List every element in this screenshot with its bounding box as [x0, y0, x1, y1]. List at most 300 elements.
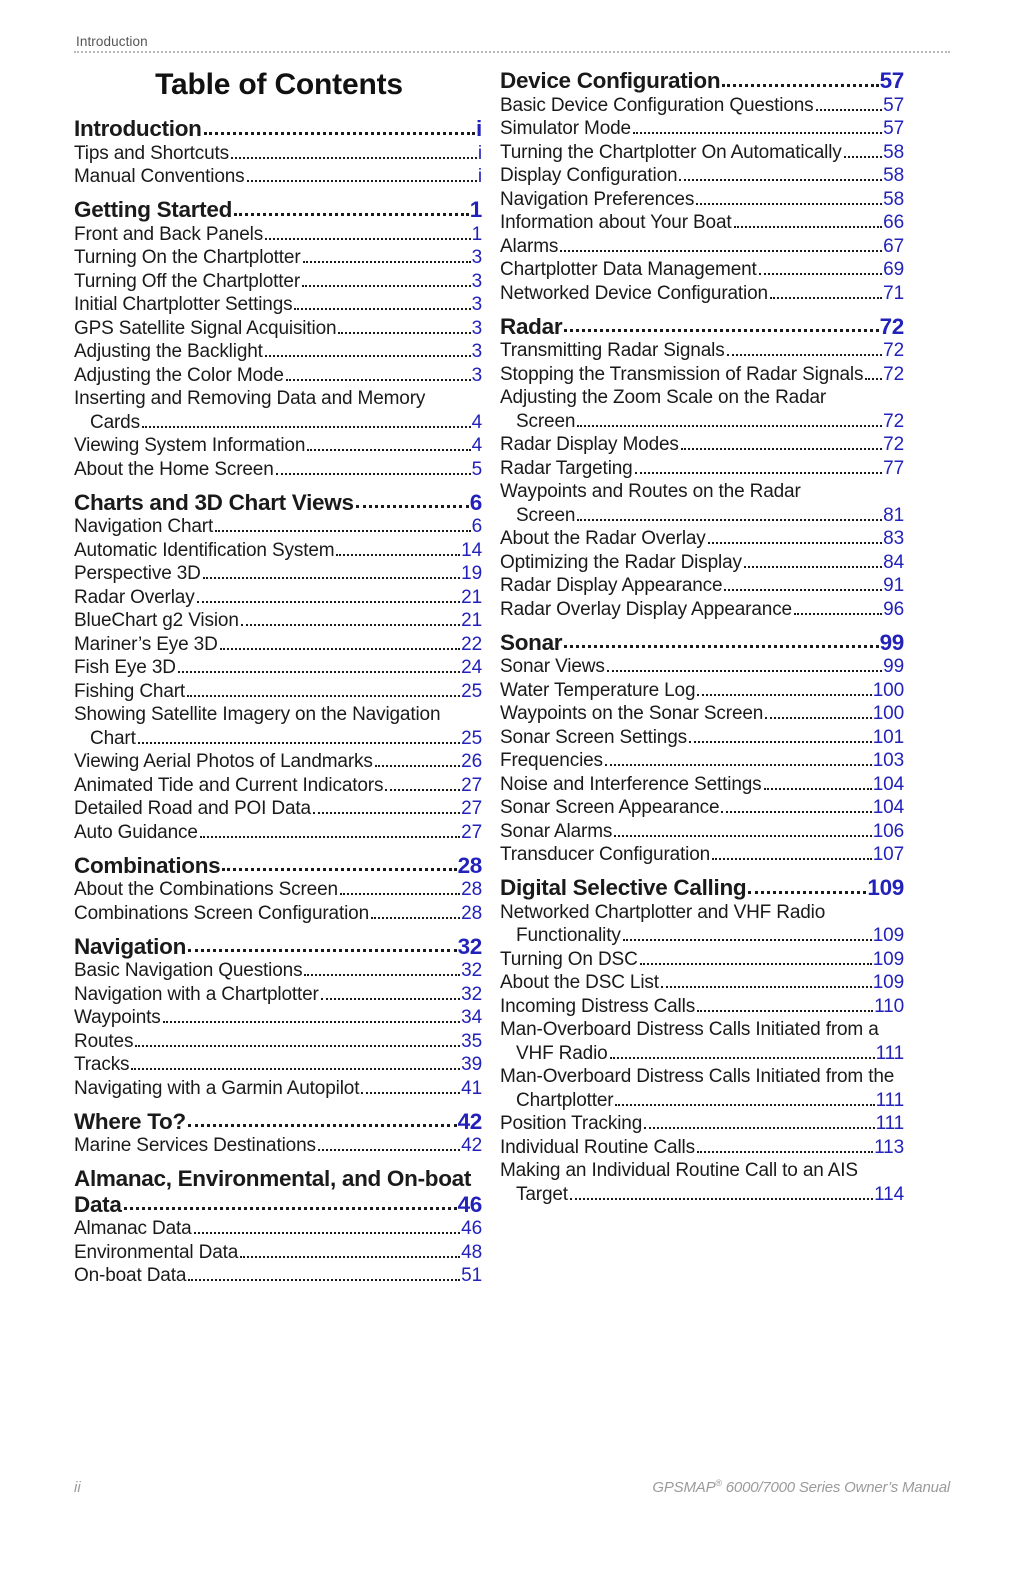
- toc-page-number: 6: [469, 489, 482, 515]
- toc-entry-routes[interactable]: [74, 1032, 482, 1051]
- leader-dots: [142, 426, 471, 428]
- toc-entry-label: Transducer Configuration: [500, 844, 711, 865]
- running-header: [74, 34, 950, 53]
- leader-dots: [564, 329, 878, 332]
- toc-entry-label: Auto Guidance: [74, 821, 198, 843]
- toc-entry-inserting-and-removing-data-and-memory[interactable]: [74, 389, 482, 432]
- leader-dots: [577, 519, 882, 521]
- toc-entry-waypoints[interactable]: [74, 1008, 482, 1027]
- toc-page-number: 67: [883, 235, 904, 257]
- leader-dots: [679, 179, 882, 181]
- toc-page-number: 3: [471, 270, 482, 292]
- toc-page-number: 109: [872, 972, 904, 993]
- toc-page-number: 111: [875, 1042, 904, 1064]
- leader-dots: [203, 577, 460, 579]
- leader-dots: [178, 671, 460, 673]
- toc-entry-manual-conventions[interactable]: [74, 167, 482, 186]
- toc-entry-line2: [500, 926, 904, 945]
- toc-page-number: 26: [461, 751, 482, 772]
- manual-title-footer: [652, 1478, 950, 1496]
- toc-entry-sonar[interactable]: [500, 629, 904, 655]
- toc-entry-gps-satellite-signal-acquisition[interactable]: [74, 319, 482, 338]
- toc-entry-transducer-configuration[interactable]: [500, 845, 904, 864]
- toc-page-number: 46: [457, 1191, 482, 1217]
- toc-page-number: 57: [883, 118, 904, 139]
- toc-entry-bluechart-g2-vision[interactable]: [74, 611, 482, 630]
- leader-dots: [265, 355, 471, 357]
- toc-entry-label: Radar Display Modes: [500, 434, 679, 455]
- toc-entry-label: Turning the Chartplotter On Automatically: [500, 141, 842, 163]
- toc-entry-label-line2: Chartplotter: [516, 1089, 614, 1111]
- leader-dots: [681, 448, 882, 450]
- toc-entry-radar[interactable]: [500, 313, 904, 339]
- leader-dots: [200, 836, 460, 838]
- leader-dots: [644, 1127, 874, 1129]
- toc-entry-label: Radar Overlay: [74, 586, 195, 608]
- toc-entry-chartplotter-data-management[interactable]: [500, 260, 904, 279]
- toc-page-number: 103: [872, 750, 904, 771]
- manual-title-prefix: GPSMAP: [652, 1479, 716, 1496]
- toc-page-number: 101: [872, 726, 904, 748]
- toc-entry-navigation-chart[interactable]: [74, 517, 482, 536]
- toc-entry-information-about-your-boat[interactable]: [500, 213, 904, 232]
- toc-entry-label: Navigation Chart: [74, 516, 214, 537]
- toc-page-number: 99: [879, 629, 904, 655]
- toc-entry-label: Navigation: [74, 933, 187, 959]
- toc-entry-label: Marine Services Destinations: [74, 1135, 316, 1156]
- leader-dots: [375, 765, 460, 767]
- toc-entry-sonar-screen-appearance[interactable]: [500, 798, 904, 817]
- toc-entry-label: BlueChart g2 Vision: [74, 610, 239, 631]
- toc-entry-getting-started[interactable]: [74, 199, 482, 222]
- toc-entry-label: Navigating with a Garmin Autopilot: [74, 1077, 360, 1099]
- toc-entry-radar-overlay[interactable]: [74, 588, 482, 607]
- toc-entry-auto-guidance[interactable]: [74, 823, 482, 842]
- toc-entry-where-to[interactable]: [74, 1108, 482, 1134]
- toc-page-number: 28: [461, 879, 482, 900]
- toc-entry-fishing-chart[interactable]: [74, 682, 482, 701]
- toc-entry-alarms[interactable]: [500, 237, 904, 256]
- leader-dots: [371, 917, 460, 919]
- toc-entry-label: Position Tracking: [500, 1113, 643, 1134]
- leader-dots: [303, 261, 471, 263]
- toc-entry-label: Where To?: [74, 1108, 186, 1134]
- leader-dots: [607, 670, 882, 672]
- toc-page-number: 109: [872, 948, 904, 970]
- leader-dots: [204, 132, 475, 135]
- toc-entry-navigation[interactable]: [74, 933, 482, 959]
- toc-entry-label: Mariner’s Eye 3D: [74, 633, 218, 655]
- toc-entry-making-an-individual-routine-call-to-an-ais[interactable]: [500, 1161, 904, 1204]
- toc-entry-label-line2: Screen: [516, 504, 576, 526]
- toc-entry-incoming-distress-calls[interactable]: [500, 997, 904, 1016]
- toc-entry-about-the-combinations-screen[interactable]: [74, 880, 482, 899]
- toc-entry-line2: [500, 506, 904, 525]
- toc-entry-transmitting-radar-signals[interactable]: [500, 341, 904, 360]
- leader-dots: [220, 648, 460, 650]
- toc-page-number: 109: [872, 925, 904, 946]
- leader-dots: [188, 949, 457, 952]
- toc-entry-networked-chartplotter-and-vhf-radio[interactable]: [500, 903, 904, 946]
- leader-dots: [338, 332, 470, 334]
- toc-page-number: 72: [883, 340, 904, 361]
- toc-page-number: 99: [883, 656, 904, 677]
- toc-entry-label: Perspective 3D: [74, 563, 201, 584]
- leader-dots: [697, 1010, 873, 1012]
- toc-page-number: i: [477, 166, 482, 187]
- toc-page-number: 72: [883, 363, 904, 385]
- toc-entry-optimizing-the-radar-display[interactable]: [500, 553, 904, 572]
- toc-entry-networked-device-configuration[interactable]: [500, 284, 904, 303]
- toc-page-number: 1: [471, 223, 482, 245]
- toc-entry-automatic-identification-system[interactable]: [74, 541, 482, 560]
- toc-entry-label: Fish Eye 3D: [74, 657, 176, 678]
- toc-page-number: 72: [879, 313, 904, 339]
- toc-page-number: i: [476, 116, 482, 141]
- toc-page-number: 34: [461, 1007, 482, 1028]
- toc-page-number: 4: [471, 435, 482, 456]
- toc-entry-label-line2: Cards: [90, 411, 140, 433]
- toc-entry-line2: [74, 1191, 482, 1217]
- leader-dots: [194, 1232, 461, 1234]
- leader-dots: [865, 378, 882, 380]
- toc-page-number: 14: [461, 539, 482, 561]
- toc-page-number: 32: [461, 983, 482, 1005]
- toc-entry-combinations-screen-configuration[interactable]: [74, 904, 482, 923]
- toc-entry-tips-and-shortcuts[interactable]: [74, 144, 482, 163]
- leader-dots: [318, 1149, 460, 1151]
- toc-page-number: 58: [883, 165, 904, 186]
- toc-entry-label-line2: Target: [516, 1183, 568, 1205]
- toc-entry-introduction[interactable]: [74, 118, 482, 141]
- leader-dots: [265, 238, 471, 240]
- toc-entry-label: Networked Device Configuration: [500, 282, 768, 304]
- toc-page-number: 69: [883, 259, 904, 280]
- toc-page-number: 21: [461, 610, 482, 631]
- toc-entry-turning-on-the-chartplotter[interactable]: [74, 248, 482, 267]
- leader-dots: [712, 858, 872, 860]
- leader-dots: [727, 354, 883, 356]
- toc-page-number: 111: [875, 1089, 904, 1111]
- leader-dots: [240, 1256, 460, 1258]
- toc-page-number: 114: [874, 1183, 904, 1205]
- leader-dots: [197, 601, 461, 603]
- toc-page-number: 100: [872, 679, 904, 701]
- toc-entry-label: Waypoints on the Sonar Screen: [500, 703, 764, 724]
- toc-entry-label: Basic Device Configuration Questions: [500, 94, 814, 116]
- toc-entry-viewing-aerial-photos-of-landmarks[interactable]: [74, 752, 482, 771]
- toc-entry-man-overboard-distress-calls-initiated-from-the[interactable]: [500, 1067, 904, 1110]
- toc-entry-label: On-boat Data: [74, 1265, 187, 1286]
- toc-entry-label-line1: Inserting and Removing Data and Memory: [74, 388, 426, 409]
- toc-entry-marine-services-destinations[interactable]: [74, 1136, 482, 1155]
- toc-entry-stopping-the-transmission-of-radar-signals[interactable]: [500, 365, 904, 384]
- toc-entry-label: Sonar Screen Settings: [500, 726, 687, 748]
- toc-entry-line2: [500, 1044, 904, 1063]
- toc-page-number: 111: [875, 1113, 904, 1134]
- toc-entry-label: Device Configuration: [500, 68, 721, 93]
- leader-dots: [564, 645, 878, 648]
- leader-dots: [816, 109, 883, 111]
- toc-entry-adjusting-the-zoom-scale-on-the-radar[interactable]: [500, 388, 904, 431]
- toc-entry-basic-device-configuration-questions[interactable]: [500, 96, 904, 115]
- toc-entry-viewing-system-information[interactable]: [74, 436, 482, 455]
- toc-entry-label: Simulator Mode: [500, 118, 631, 139]
- leader-dots: [722, 84, 878, 87]
- leader-dots: [321, 998, 460, 1000]
- toc-entry-about-the-home-screen[interactable]: [74, 460, 482, 479]
- leader-dots: [577, 425, 882, 427]
- registered-trademark-icon: ®: [715, 1478, 722, 1488]
- leader-dots: [131, 1068, 460, 1070]
- toc-page-number: 28: [457, 852, 482, 878]
- toc-entry-label: Getting Started: [74, 197, 233, 222]
- leader-dots: [188, 1279, 460, 1281]
- leader-dots: [138, 742, 460, 744]
- toc-entry-label: About the Radar Overlay: [500, 528, 706, 549]
- toc-entry-tracks[interactable]: [74, 1055, 482, 1074]
- toc-entry-radar-display-modes[interactable]: [500, 435, 904, 454]
- leader-dots: [610, 1057, 875, 1059]
- toc-page-number: 57: [879, 68, 904, 93]
- toc-entry-label: Sonar Screen Appearance: [500, 797, 720, 818]
- toc-entry-label: Turning Off the Chartplotter: [74, 270, 301, 292]
- toc-entry-label: Transmitting Radar Signals: [500, 340, 725, 361]
- toc-entry-label-line1: Almanac, Environmental, and On-boat: [74, 1166, 472, 1191]
- toc-entry-about-the-dsc-list[interactable]: [500, 973, 904, 992]
- leader-dots: [734, 226, 883, 228]
- leader-dots: [124, 1207, 457, 1210]
- toc-page-number: 3: [471, 294, 482, 315]
- toc-entry-adjusting-the-backlight[interactable]: [74, 342, 482, 361]
- toc-entry-label: Combinations: [74, 852, 221, 878]
- leader-dots: [794, 613, 882, 615]
- toc-page-number: 19: [461, 563, 482, 584]
- toc-entry-simulator-mode[interactable]: [500, 119, 904, 138]
- toc-entry-label: Initial Chartplotter Settings: [74, 294, 293, 315]
- toc-page-number: 96: [883, 598, 904, 620]
- leader-dots: [633, 132, 882, 134]
- toc-page-number: 27: [461, 821, 482, 843]
- toc-page-number: 104: [872, 773, 904, 795]
- toc-entry-charts-and-3d-chart-views[interactable]: [74, 489, 482, 515]
- toc-entry-device-configuration[interactable]: [500, 70, 904, 93]
- toc-entry-display-configuration[interactable]: [500, 166, 904, 185]
- toc-entry-label: Viewing System Information: [74, 435, 306, 456]
- toc-page-number: 6: [471, 516, 482, 537]
- leader-dots: [385, 789, 460, 791]
- toc-entry-almanac-environmental-and-on-boat[interactable]: [74, 1168, 482, 1216]
- toc-page-number: 84: [883, 551, 904, 573]
- toc-page-number: 57: [883, 94, 904, 116]
- toc-entry-waypoints-and-routes-on-the-radar[interactable]: [500, 482, 904, 525]
- toc-page-number: 100: [872, 703, 904, 724]
- toc-page-number: 3: [471, 364, 482, 386]
- toc-entry-label: Introduction: [74, 116, 202, 141]
- toc-page-number: 39: [461, 1054, 482, 1075]
- toc-page-number: 81: [883, 504, 904, 526]
- toc-entry-navigation-preferences[interactable]: [500, 190, 904, 209]
- toc-entry-label: Basic Navigation Questions: [74, 960, 303, 981]
- toc-page-number: 32: [461, 960, 482, 981]
- leader-dots: [623, 939, 872, 941]
- leader-dots: [748, 891, 866, 894]
- leader-dots: [187, 695, 460, 697]
- toc-entry-detailed-road-and-poi-data[interactable]: [74, 799, 482, 818]
- toc-entry-basic-navigation-questions[interactable]: [74, 961, 482, 980]
- toc-page-number: 41: [461, 1077, 482, 1099]
- toc-page-number: 109: [867, 875, 904, 900]
- toc-page-number: 25: [461, 727, 482, 749]
- toc-entry-man-overboard-distress-calls-initiated-from-a[interactable]: [500, 1020, 904, 1063]
- toc-entry-showing-satellite-imagery-on-the-navigation[interactable]: [74, 705, 482, 748]
- toc-entry-label-line1: Adjusting the Zoom Scale on the Radar: [500, 387, 827, 408]
- toc-page-number: 32: [457, 933, 482, 959]
- leader-dots: [697, 1151, 873, 1153]
- leader-dots: [844, 156, 883, 158]
- toc-page-number: 106: [872, 820, 904, 842]
- leader-dots: [689, 741, 872, 743]
- toc-entry-radar-overlay-display-appearance[interactable]: [500, 600, 904, 619]
- toc-entry-individual-routine-calls[interactable]: [500, 1138, 904, 1157]
- toc-entry-label-line1: Showing Satellite Imagery on the Navigation: [74, 704, 441, 725]
- leader-dots: [759, 273, 882, 275]
- toc-entry-front-and-back-panels[interactable]: [74, 225, 482, 244]
- leader-dots: [744, 566, 882, 568]
- leader-dots: [163, 1021, 461, 1023]
- toc-page-number: 5: [471, 458, 482, 480]
- leader-dots: [764, 788, 872, 790]
- toc-entry-mariners-eye-3d[interactable]: [74, 635, 482, 654]
- toc-entry-label: Display Configuration: [500, 165, 678, 186]
- leader-dots: [276, 473, 471, 475]
- leader-dots: [215, 530, 470, 532]
- toc-page-number: 48: [461, 1241, 482, 1263]
- toc-entry-label: Adjusting the Color Mode: [74, 364, 284, 386]
- toc-page-number: 104: [872, 797, 904, 818]
- toc-entry-label: Combinations Screen Configuration: [74, 902, 369, 924]
- leader-dots: [614, 835, 871, 837]
- leader-dots: [615, 1104, 874, 1106]
- toc-entry-label-line1: Man-Overboard Distress Calls Initiated from the: [500, 1066, 895, 1087]
- toc-entry-line2: [74, 729, 482, 748]
- toc-entry-label: Navigation Preferences: [500, 188, 695, 210]
- toc-entry-environmental-data[interactable]: [74, 1243, 482, 1262]
- toc-entry-label: Sonar Views: [500, 656, 605, 677]
- toc-entry-label: Radar Overlay Display Appearance: [500, 598, 792, 620]
- toc-left-column: [74, 118, 482, 1290]
- toc-page-number: 3: [471, 247, 482, 268]
- leader-dots: [640, 963, 872, 965]
- toc-page-number: 25: [461, 680, 482, 702]
- toc-entry-label: Charts and 3D Chart Views: [74, 489, 354, 515]
- toc-entry-label: Viewing Aerial Photos of Landmarks: [74, 751, 373, 772]
- toc-entry-label: Turning On DSC: [500, 948, 638, 970]
- toc-entry-label: Frequencies: [500, 750, 603, 771]
- toc-entry-noise-and-interference-settings[interactable]: [500, 775, 904, 794]
- toc-entry-combinations[interactable]: [74, 852, 482, 878]
- toc-entry-label: Sonar Alarms: [500, 820, 613, 842]
- toc-entry-digital-selective-calling[interactable]: [500, 877, 904, 900]
- toc-page-number: 24: [461, 657, 482, 678]
- toc-entry-waypoints-on-the-sonar-screen[interactable]: [500, 704, 904, 723]
- toc-entry-radar-display-appearance[interactable]: [500, 576, 904, 595]
- toc-entry-sonar-alarms[interactable]: [500, 822, 904, 841]
- leader-dots: [605, 764, 872, 766]
- toc-entry-label: Navigation with a Chartplotter: [74, 983, 319, 1005]
- toc-entry-sonar-views[interactable]: [500, 657, 904, 676]
- toc-entry-radar-targeting[interactable]: [500, 459, 904, 478]
- toc-entry-line2: [500, 1091, 904, 1110]
- toc-page-number: 27: [461, 798, 482, 819]
- toc-entry-frequencies[interactable]: [500, 751, 904, 770]
- toc-entry-label: About the DSC List: [500, 972, 659, 993]
- toc-entry-adjusting-the-color-mode[interactable]: [74, 366, 482, 385]
- toc-entry-label-line1: Making an Individual Routine Call to an AIS: [500, 1160, 858, 1181]
- toc-entry-turning-the-chartplotter-on-automatically[interactable]: [500, 143, 904, 162]
- toc-entry-animated-tide-and-current-indicators[interactable]: [74, 776, 482, 795]
- toc-entry-label: Information about Your Boat: [500, 212, 732, 233]
- leader-dots: [721, 811, 871, 813]
- toc-entry-label: Optimizing the Radar Display: [500, 551, 742, 573]
- toc-page-number: 77: [883, 457, 904, 479]
- toc-entry-sonar-screen-settings[interactable]: [500, 728, 904, 747]
- toc-entry-label: GPS Satellite Signal Acquisition: [74, 317, 337, 339]
- toc-entry-almanac-data[interactable]: [74, 1219, 482, 1238]
- toc-entry-label-line2: Functionality: [516, 925, 621, 946]
- toc-entry-about-the-radar-overlay[interactable]: [500, 529, 904, 548]
- leader-dots: [635, 472, 883, 474]
- toc-entry-perspective-3d[interactable]: [74, 564, 482, 583]
- toc-entry-initial-chartplotter-settings[interactable]: [74, 295, 482, 314]
- toc-entry-label-line2: VHF Radio: [516, 1042, 608, 1064]
- toc-page-number: 4: [471, 411, 482, 433]
- toc-entry-fish-eye-3d[interactable]: [74, 658, 482, 677]
- page-title: Table of Contents: [155, 68, 403, 101]
- leader-dots: [286, 379, 471, 381]
- toc-page-number: 58: [883, 141, 904, 163]
- leader-dots: [696, 203, 882, 205]
- toc-page-number: 3: [471, 317, 482, 339]
- toc-entry-label: About the Combinations Screen: [74, 879, 338, 900]
- toc-page-number: 113: [874, 1136, 904, 1158]
- toc-entry-navigating-with-a-garmin-autopilot[interactable]: [74, 1079, 482, 1098]
- toc-entry-water-temperature-log[interactable]: [500, 681, 904, 700]
- toc-entry-label: Digital Selective Calling: [500, 875, 747, 900]
- toc-entry-on-boat-data[interactable]: [74, 1266, 482, 1285]
- toc-entry-navigation-with-a-chartplotter[interactable]: [74, 985, 482, 1004]
- toc-entry-position-tracking[interactable]: [500, 1114, 904, 1133]
- toc-page-number: 107: [872, 844, 904, 865]
- toc-page-number: 42: [457, 1108, 482, 1134]
- leader-dots: [570, 1198, 873, 1200]
- toc-page-number: 91: [883, 575, 904, 596]
- toc-entry-label: Automatic Identification System: [74, 539, 335, 561]
- toc-entry-label: Turning On the Chartplotter: [74, 247, 301, 268]
- toc-page-number: 42: [461, 1135, 482, 1156]
- toc-page-number: 58: [883, 188, 904, 210]
- leader-dots: [765, 717, 872, 719]
- toc-entry-turning-off-the-chartplotter[interactable]: [74, 272, 482, 291]
- toc-entry-label: Alarms: [500, 235, 559, 257]
- toc-entry-label: Water Temperature Log: [500, 679, 696, 701]
- leader-dots: [241, 624, 460, 626]
- leader-dots: [307, 449, 470, 451]
- leader-dots: [294, 308, 470, 310]
- toc-entry-turning-on-dsc[interactable]: [500, 950, 904, 969]
- leader-dots: [708, 542, 882, 544]
- leader-dots: [356, 505, 469, 508]
